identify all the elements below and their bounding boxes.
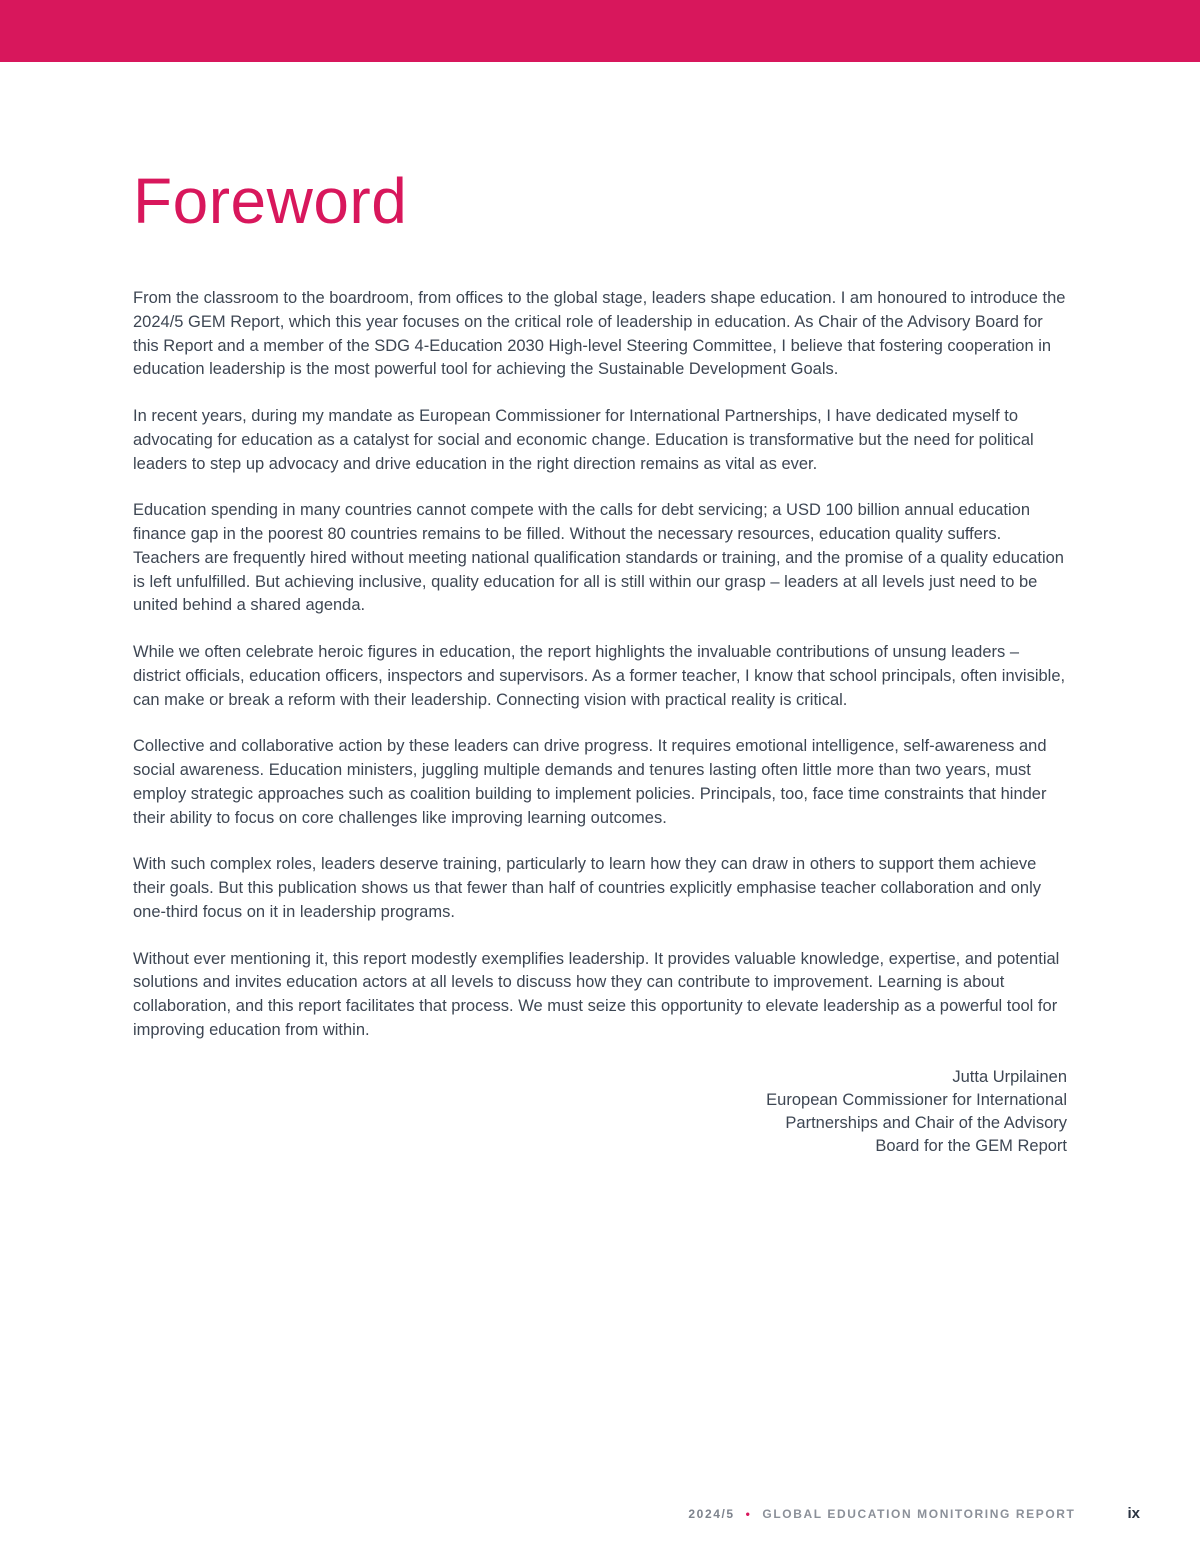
footer-separator-dot: • [745, 1507, 752, 1521]
footer-report-line [688, 1507, 1075, 1521]
foreword-paragraph-1: From the classroom to the boardroom, from offices to the global stage, leaders shape education. I am honoured to introduce the 2024/5 GEM Report, which this year focuses on the critical role of leadership in education. As Chair of the Advisory Board for this Report and a member of the SDG 4-Education 2030 High-level Steering Committee, I believe that fostering cooperation in education leadership is the most powerful tool for achieving the Sustainable Development Goals. [133, 289, 1066, 379]
footer-edition: 2024/5 [688, 1507, 735, 1521]
page-footer [0, 1505, 1200, 1522]
page-content [0, 165, 1200, 1158]
page-title: Foreword [133, 165, 408, 237]
foreword-paragraph-4: While we often celebrate heroic figures in education, the report highlights the invaluable contributions of unsung leaders – district officials, education officers, inspectors and supervisors. As a former teacher, I know that school principals, often invisible, can make or break a reform with their leadership. Connecting vision with practical reality is critical. [133, 643, 1066, 709]
signature-title-line-3: Board for the GEM Report [875, 1136, 1067, 1155]
foreword-paragraph-3: Education spending in many countries cannot compete with the calls for debt servicing; a USD 100 billion annual education finance gap in the poorest 80 countries remains to be filled. Without the necessary resources, education quality suffers. Teachers are frequently hired without meeting national qualification standards or training, and the promise of a quality education is left unfulfilled. But achieving inclusive, quality education for all is still within our grasp – leaders at all levels just need to be united behind a shared agenda. [133, 501, 1064, 615]
signature-block [133, 1066, 1067, 1158]
signature-name: Jutta Urpilainen [952, 1067, 1067, 1086]
signature-title-line-1: European Commissioner for International [766, 1090, 1067, 1109]
footer-report-name: GLOBAL EDUCATION MONITORING REPORT [762, 1507, 1076, 1521]
top-accent-bar [0, 0, 1200, 62]
foreword-paragraph-6: With such complex roles, leaders deserve training, particularly to learn how they can draw in others to support them achieve their goals. But this publication shows us that fewer than half of countries explicitly emphasise teacher collaboration and only one-third focus on it in leadership programs. [133, 855, 1042, 921]
foreword-body [133, 287, 1067, 1043]
foreword-paragraph-7: Without ever mentioning it, this report modestly exemplifies leadership. It provides valuable knowledge, expertise, and potential solutions and invites education actors at all levels to discuss how they can contribute to improvement. Learning is about collaboration, and this report facilitates that process. We must seize this opportunity to elevate leadership as a powerful tool for improving education from within. [133, 949, 1060, 1039]
signature-title-line-2: Partnerships and Chair of the Advisory [785, 1113, 1067, 1132]
foreword-paragraph-5: Collective and collaborative action by these leaders can drive progress. It requires emotional intelligence, self-awareness and social awareness. Education ministers, juggling multiple demands and tenures lasting often little more than two years, must employ strategic approaches such as coalition building to implement policies. Principals, too, face time constraints that hinder their ability to focus on core challenges like improving learning outcomes. [133, 737, 1047, 827]
foreword-paragraph-2: In recent years, during my mandate as European Commissioner for International Partnerships, I have dedicated myself to advocating for education as a catalyst for social and economic change. Education is transformative but the need for political leaders to step up advocacy and drive education in the right direction remains as vital as ever. [133, 407, 1034, 473]
footer-page-number: ix [1127, 1505, 1140, 1522]
